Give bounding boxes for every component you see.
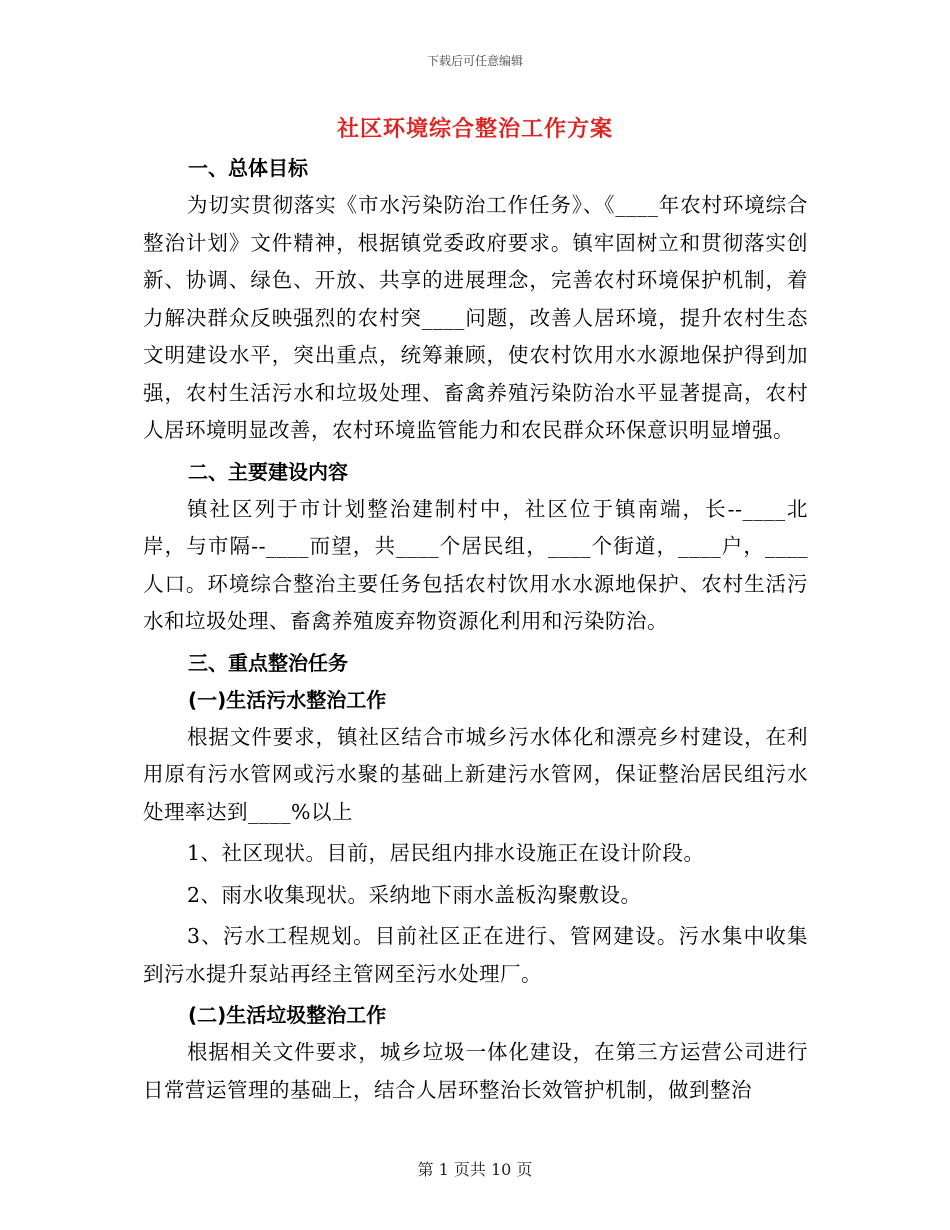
- subsection-heading-garbage: (二)生活垃圾整治工作: [188, 1003, 387, 1027]
- section-heading-main-construction: 二、主要建设内容: [188, 459, 348, 484]
- subsection-heading-sewage: (一)生活污水整治工作: [188, 687, 387, 712]
- paragraph-main-construction: 镇社区列于市计划整治建制村中，社区位于镇南端，长--____北岸，与市隔--____而望，共____个居民组，____个街道，____户，____人口。环境综合整治主要任务包括农村饮用水水源地保护、农村生活污水和垃圾处理、畜禽养殖废弃物资源化利用和污染防治。: [143, 496, 808, 633]
- page-header-note: 下载后可任意编辑: [426, 54, 523, 68]
- section-heading-overall-goal: 一、总体目标: [188, 156, 308, 180]
- list-item-community-status: 1、社区现状。目前，居民组内排水设施正在设计阶段。: [187, 841, 705, 865]
- document-title: 社区环境综合整治工作方案: [336, 116, 613, 142]
- paragraph-overall-goal: 为切实贯彻落实《市水污染防治工作任务》、《____年农村环境综合整治计划》文件精神，根据镇党委政府要求。镇牢固树立和贯彻落实创新、协调、绿色、开放、共享的进展理念，完善农村环境保护机制，着力解决群众反映强烈的农村突____问题，改善人居环境，提升农村生态文明建设水平，突出重点，统筹兼顾，使农村饮用水水源地保护得到加强，农村生活污水和垃圾处理、畜禽养殖污染防治水平显著提高，农村人居环境明显改善，农村环境监管能力和农民群众环保意识明显增强。: [143, 193, 808, 442]
- section-heading-key-tasks: 三、重点整治任务: [188, 650, 348, 675]
- list-item-sewage-planning: 3、污水工程规划。目前社区正在进行、管网建设。污水集中收集到污水提升泵站再经主管网至污水处理厂。: [143, 924, 808, 986]
- paragraph-garbage: 根据相关文件要求，城乡垃圾一体化建设，在第三方运营公司进行日常营运管理的基础上，结合人居环整治长效管护机制，做到整治: [143, 1040, 808, 1102]
- paragraph-sewage: 根据文件要求，镇社区结合市城乡污水体化和漂亮乡村建设，在利用原有污水管网或污水聚的基础上新建污水管网，保证整治居民组污水处理率达到____%以上: [143, 724, 808, 824]
- document-body: [143, 150, 808, 1109]
- list-item-rainwater: 2、雨水收集现状。采纳地下雨水盖板沟聚敷设。: [187, 882, 642, 907]
- page-footer-page-number: 第 1 页共 10 页: [417, 1160, 533, 1179]
